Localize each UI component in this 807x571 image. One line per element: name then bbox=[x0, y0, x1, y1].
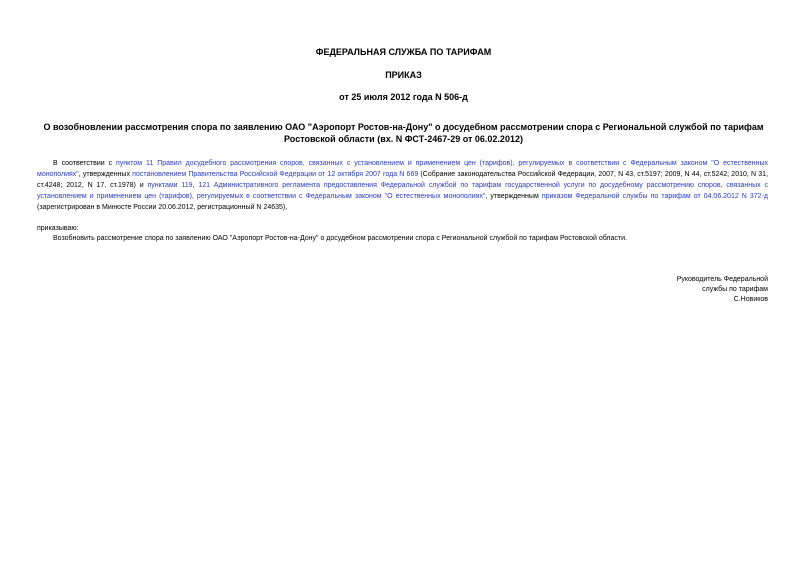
link-clause-119[interactable]: пунктами 119 bbox=[147, 182, 193, 189]
preamble-paragraph bbox=[37, 158, 768, 213]
preamble-text: , утвержденным bbox=[485, 193, 542, 200]
preamble-text: , bbox=[192, 182, 199, 189]
preamble-text: (зарегистрирован в Минюсте России 20.06.2012, регистрационный N 24635), bbox=[37, 204, 288, 211]
link-rules-clause-11[interactable]: пунктом 11 Правил досудебного рассмотрения споров, связанных с установлением и применением цен (тарифов), регулируемых в соответствии с Федеральным законом "О естественных монополиях" bbox=[37, 160, 769, 178]
order-paragraph: Возобновить рассмотрение спора по заявлению ОАО "Аэропорт Ростов-на-Дону" о досудебном рассмотрении спора с Региональной службой по тарифам Ростовской области. bbox=[53, 235, 627, 242]
preamble-text: , утвержденных bbox=[78, 171, 133, 178]
signature-position: Руководитель Федеральной bbox=[676, 276, 768, 283]
link-admin-regulation-121[interactable]: 121 Административного регламента предоставления Федеральной службой по тарифам государственной услуги по досудебному рассмотрению споров, связанных с установлением и применением цен (тарифов), регулируемых в соответствии с Федеральным законом "О естественных монополиях" bbox=[37, 182, 769, 200]
link-fst-order-372[interactable]: приказом Федеральной службы по тарифам от 04.06.2012 N 372-д bbox=[541, 193, 768, 200]
agency-name: ФЕДЕРАЛЬНАЯ СЛУЖБА ПО ТАРИФАМ bbox=[315, 47, 492, 57]
link-government-decree-669[interactable]: постановлением Правительства Российской Федерации от 12 октября 2007 года N 669 bbox=[132, 171, 419, 178]
preamble-text: В соответствии с bbox=[53, 160, 116, 167]
signature-block bbox=[677, 275, 768, 305]
document-type: ПРИКАЗ bbox=[385, 70, 422, 80]
order-word: приказываю: bbox=[37, 225, 79, 232]
document-date: от 25 июля 2012 года N 506-д bbox=[339, 92, 468, 102]
preamble-text: (Собрание законодательства Российской Федерации, 2007, N 43, ст.5197; 2009, N 44, ст.5242; 2010, N 31, ст.4248; 2012, N 17, ст.1978) и bbox=[37, 171, 768, 189]
signature-agency: службы по тарифам bbox=[702, 286, 768, 293]
signature-name: С.Новиков bbox=[733, 296, 768, 303]
document-title: О возобновлении рассмотрения спора по заявлению ОАО "Аэропорт Ростов-на-Дону" о досудебном рассмотрении спора с Региональной службой по тарифам Ростовской области (вх. N ФСТ-2467-29 от 06.02.2012) bbox=[43, 122, 764, 144]
